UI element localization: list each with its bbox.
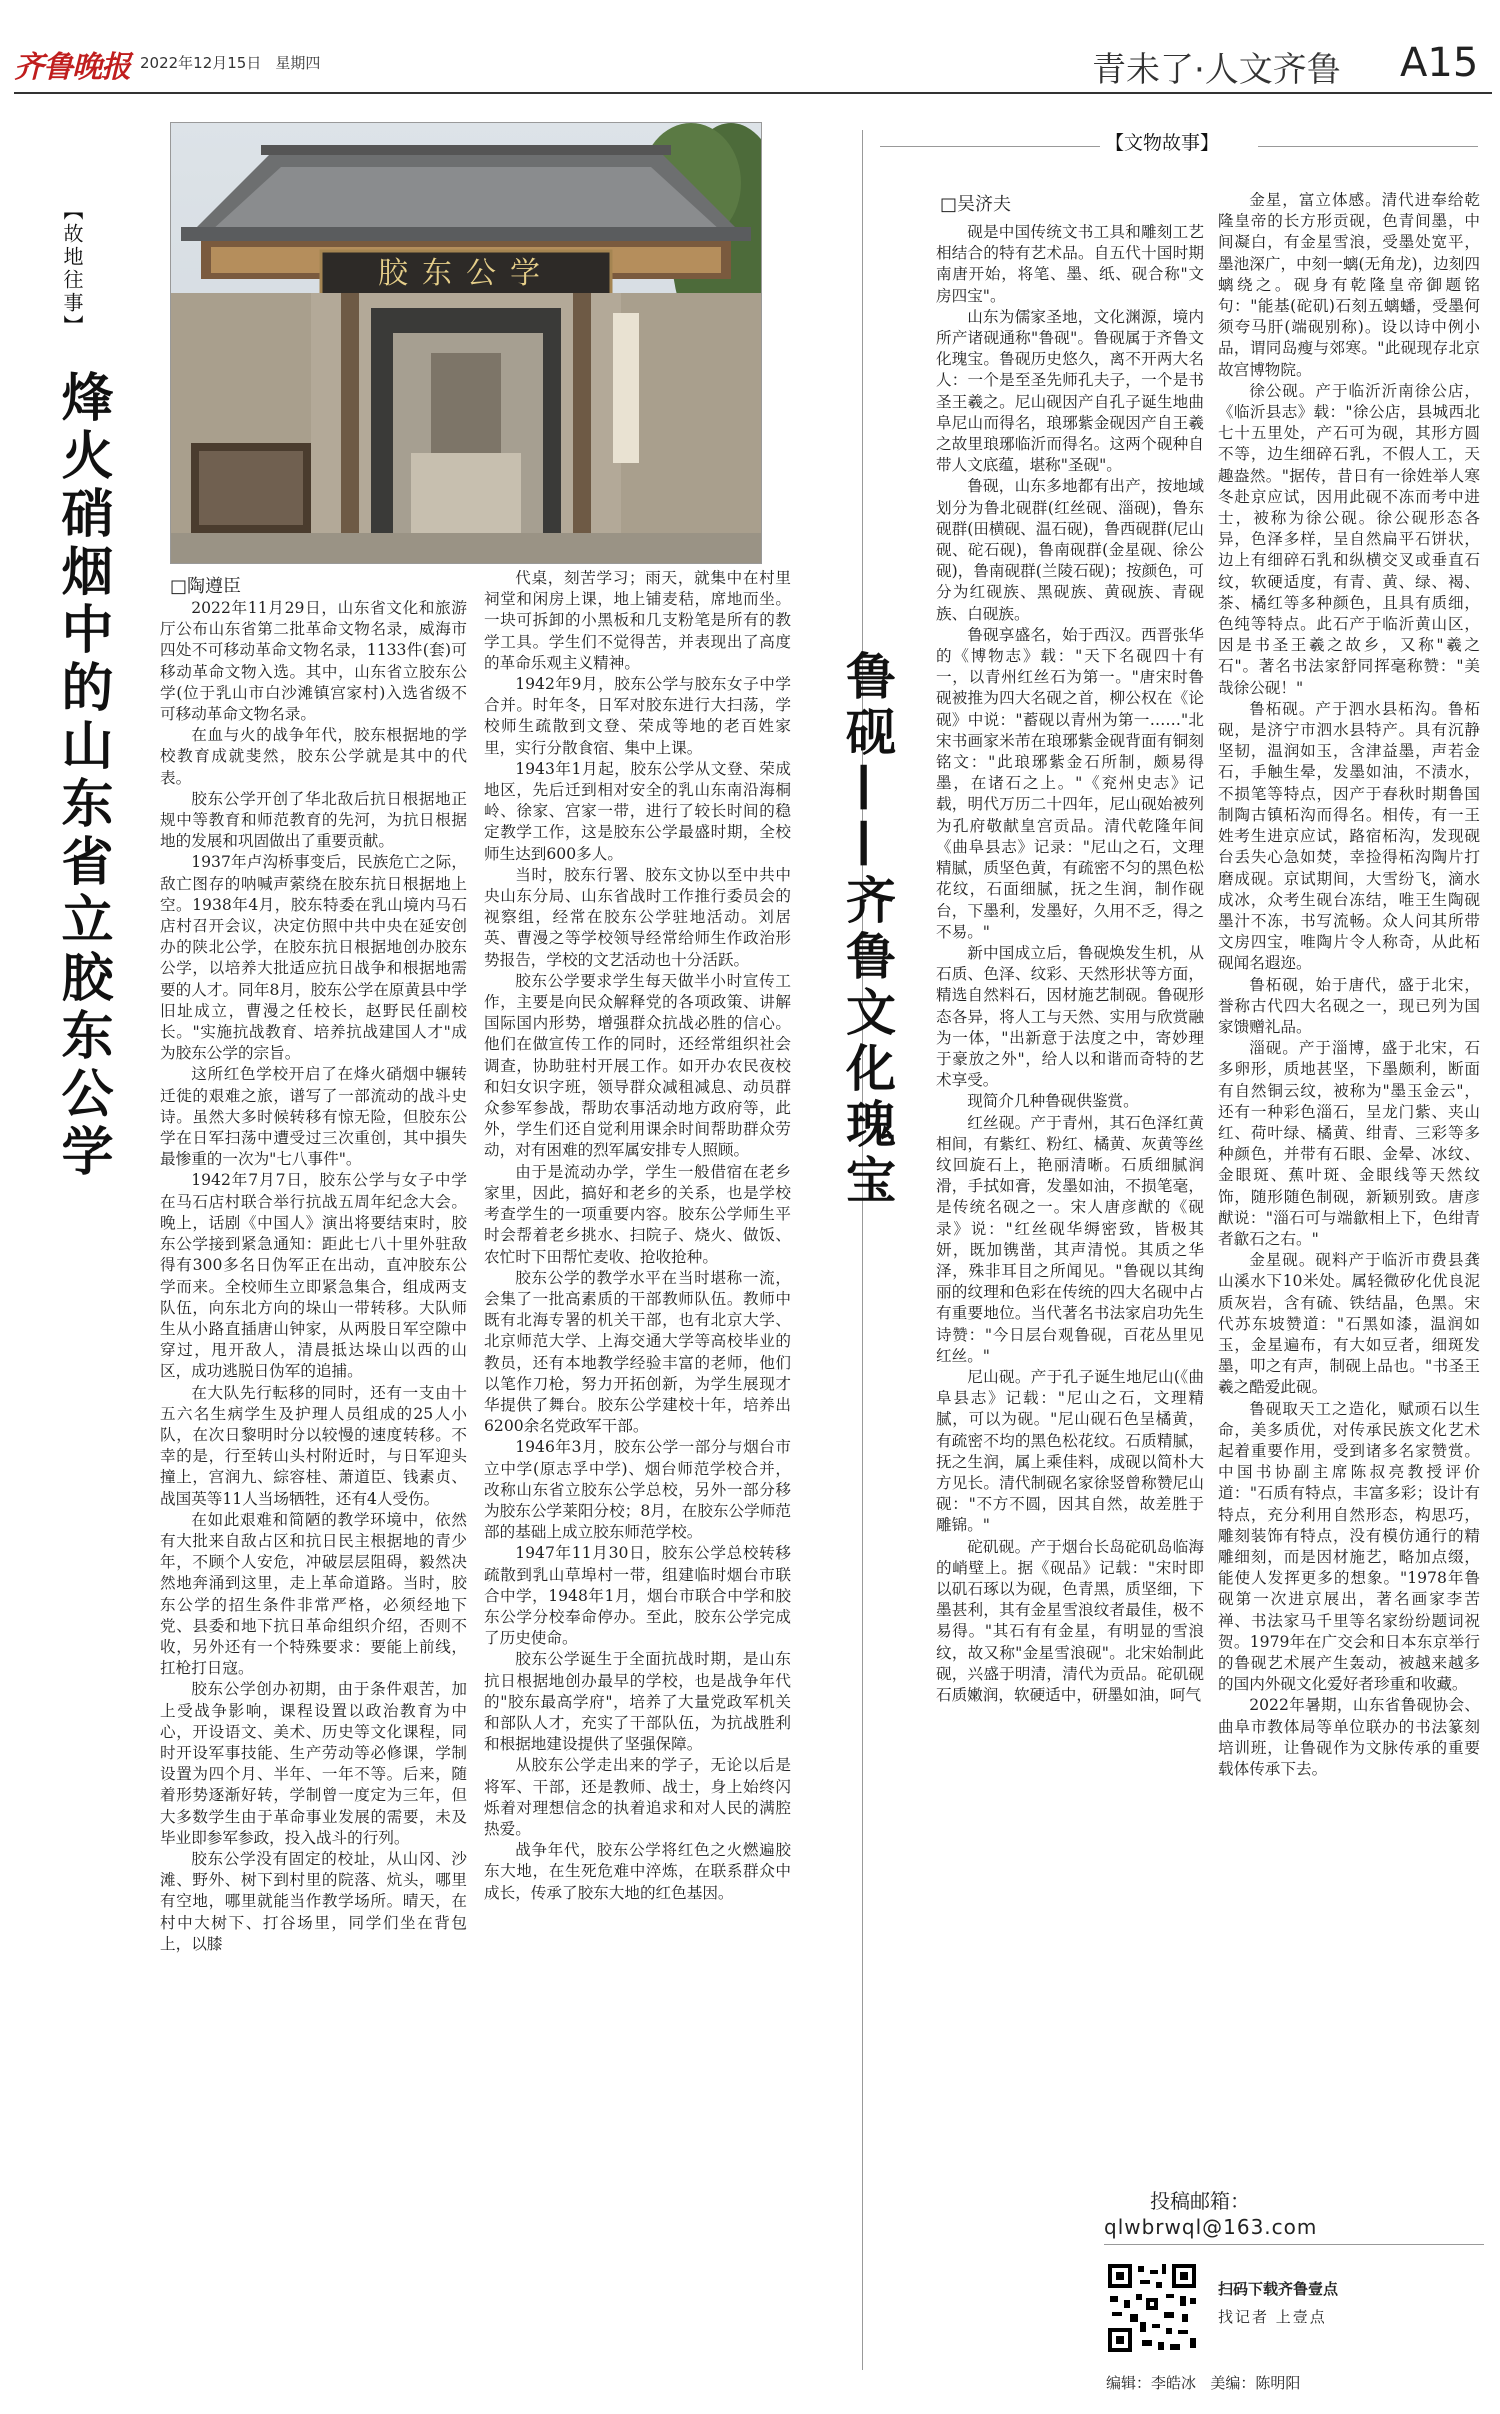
paragraph: 战争年代，胶东公学将红色之火燃遍胶东大地，在生死危难中淬炼，在联系群众中成长，传承了胶东大地的红色基因。: [484, 1841, 791, 1902]
paragraph: 这所红色学校开启了在烽火硝烟中辗转迁徙的艰难之旅，谱写了一部流动的战斗史诗。虽然大多时候转移有惊无险，但胶东公学在日军扫荡中遭受过三次重创，其中損失最惨重的一次为"七八事件"。: [160, 1065, 467, 1169]
headline-left: 烽火硝烟中的山东省立胶东公学: [52, 370, 112, 1182]
paragraph: 尼山砚。产于孔子诞生地尼山(《曲阜县志》记载："尼山之石，文理精腻，可以为砚。"尼山砚石色呈橘黄，有疏密不均的黑色松花纹。石质精腻，抚之生润，属上乘佳料，成砚以简朴大方见长。清代制砚名家徐竖曾称赞尼山砚："不方不圆，因其自然，故差胜于雕锦。": [936, 1367, 1204, 1535]
paragraph: 红丝砚。产于青州，其石色泽红黄相间，有紫红、粉红、橘黄、灰黄等丝纹回旋石上，艳丽清晰。石质细腻润滑，手拭如膏，发墨如油，不损笔毫，是传统名砚之一。宋人唐彦猷的《砚录》说："红丝砚华缛密致，皆极其妍，既加镌凿，其声清悦。其质之华泽，殊非耳目之所闻见。"鲁砚以其绚丽的纹理和色彩在传统的四大名砚中占有重要地位。当代著名书法家启功先生诗赞："今日层台观鲁砚，百花丛里见红丝。": [936, 1113, 1204, 1365]
paragraph: 1947年11月30日，胶东公学总校转移疏散到乳山草埠村一带，组建临时烟台市联合中学，1948年1月，烟台市联合中学和胶东公学分校奉命停办。至此，胶东公学完成了历史使命。: [484, 1544, 791, 1648]
article-column-2: [484, 568, 791, 2398]
weekday-text: 星期四: [275, 54, 321, 72]
issue-date: [140, 52, 334, 73]
paragraph: 胶东公学开创了华北敌后抗日根据地正规中等教育和师范教育的先河，为抗日根据地的发展和巩固做出了重要贡献。: [160, 789, 467, 851]
date-text: 2022年12月15日: [140, 54, 262, 72]
paragraph: 在血与火的战争年代，胶东根据地的学校教育成就斐然，胶东公学就是其中的代表。: [160, 726, 467, 787]
paragraph: 鲁砚，山东多地都有出产，按地域划分为鲁北砚群(红丝砚、淄砚)，鲁东砚群(田横砚、温石砚)，鲁西砚群(尼山砚、砣石砚)，鲁南砚群(金星砚、徐公砚)，鲁南砚群(兰陵石砚)；按颜色，可分为红砚族、黑砚族、黄砚族、青砚族、白砚族。: [936, 477, 1204, 623]
school-gate-photo: [170, 122, 762, 564]
paragraph: 由于是流动办学，学生一般借宿在老乡家里，因此，搞好和老乡的关系，也是学校考查学生的一项重要内容。胶东公学师生平时会帮着老乡挑水、扫院子、烧火、做饭、农忙时下田帮忙麦收、抢收抢种。: [484, 1162, 791, 1266]
byline-right: □吴济夫: [940, 194, 1012, 215]
paragraph: 淄砚。产于淄博，盛于北宋，石多卵形，质地甚坚，下墨颇利，断面有自然铜云纹，被称为"墨玉金云"，还有一种彩色淄石，呈龙门紫、夹山红、荷叶绿、橘黄、绀青、三彩等多种颜色，并带有石眼、金晕、冰纹、金眼斑、蕉叶斑、金眼线等天然纹饰，随形随色制砚，新颖别致。唐彦猷说："淄石可与端歙相上下，色绀青者歙石之右。": [1218, 1039, 1480, 1248]
paragraph: 砚是中国传统文书工具和雕刻工艺相结合的特有艺术品。自五代十国时期南唐开始，将笔、墨、纸、砚合称"文房四宝"。: [936, 223, 1204, 305]
paragraph: 1946年3月，胶东公学一部分与烟台市立中学(原志孚中学)、烟台师范学校合并，改称山东省立胶东公学总校，另外一部分移为胶东公学莱阳分校；8月，在胶东公学师范部的基础上成立胶东师范学校。: [484, 1438, 791, 1542]
article-column-1: [160, 598, 467, 2398]
paragraph: 鲁柘砚。产于泗水县柘沟。鲁柘砚，是济宁市泗水县特产。具有沉静坚韧，温润如玉，含津益墨，声若金石，手触生晕，发墨如油，不渍水，不损笔等特点，因产于春秋时期鲁国制陶古镇柘沟而得名。相传，有一王姓考生进京应试，路宿柘沟，发现砚台丢失心急如焚，幸捡得柘沟陶片打磨成砚。京试期间，大雪纷飞，滴水成冰，众考生砚台冻结，唯王生陶砚墨汁不冻，书写流畅。众人问其所带文房四宝，唯陶片令人称奇，从此柘砚闻名遐迩。: [1218, 699, 1480, 973]
headline-right: 鲁砚——齐鲁文化瑰宝: [838, 650, 896, 1210]
app-download-subtitle: 找记者 上壹点: [1218, 2308, 1327, 2326]
paragraph: 2022年暑期，山东省鲁砚协会、曲阜市教体局等单位联办的书法篆刻培训班，让鲁砚作为文脉传承的重要载体传承下去。: [1218, 1696, 1480, 1779]
paragraph: 1943年1月起，胶东公学从文登、荣成地区，先后迁到相对安全的乳山东南沿海桐岭、徐家、宫家一带，进行了较长时间的稳定教学工作，这是胶东公学最盛时期，全校师生达到600多人。: [484, 759, 791, 863]
paragraph: 山东为儒家圣地，文化渊源，境内所产诸砚通称"鲁砚"。鲁砚属于齐鲁文化瑰宝。鲁砚历史悠久，离不开两大名人：一个是至圣先师孔夫子，一个是书圣王羲之。尼山砚因产自孔子诞生地曲阜尼山而得名，琅琊紫金砚因产自王羲之故里琅琊临沂而得名。这两个砚种自带人文底蕴，堪称"圣砚"。: [936, 307, 1204, 475]
paragraph: 徐公砚。产于临沂沂南徐公店，《临沂县志》载："徐公店，县城西北七十五里处，产石可为砚，其形方圆不等，边生细碎石乳，不假人工，天趣盎然。"据传，昔日有一徐姓举人寒冬赴京应试，因用此砚不冻而考中进士，被称为徐公砚。徐公砚形态各异，色泽多样，呈自然扁平石饼状，边上有细碎石乳和纵横交叉或垂直石纹，软硬适度，有青、黄、绿、褐、茶、橘红等多种颜色，且具有质细，色纯等特点。此石产于临沂黄山区，因是书圣王羲之故乡，又称"羲之石"。著名书法家舒同挥毫称赞："美哉徐公砚！": [1218, 381, 1480, 697]
paragraph: 鲁砚取天工之造化，赋顽石以生命，美多质优，对传承民族文化艺术起着重要作用，受到诸多名家赞赏。中国书协副主席陈叔亮教授评价道："石质有特点，丰富多彩；设计有特点，充分利用自然形态，构思巧，雕刻装饰有特点，没有模仿通行的精雕细刻，而是因材施艺，略加点缀，能使人发挥更多的想象。"1978年鲁砚第一次进京展出，著名画家李苦禅、书法家马千里等名家纷纷题词祝贺。1979年在广交会和日本东京举行的鲁砚艺术展产生轰动，被越来越多的国内外砚文化爱好者珍重和收藏。: [1218, 1399, 1480, 1694]
column-tag-left: 【故地往事】: [60, 200, 84, 338]
paragraph: 新中国成立后，鲁砚焕发生机，从石质、色泽、纹彩、天然形状等方面，精选自然料石，因材施艺制砚。鲁砚形态各异，将人工与天然、实用与欣赏融为一体，"出新意于法度之中，寄妙理于豪放之外"，给人以和谐而奇特的艺术享受。: [936, 943, 1204, 1090]
page-number: A15: [1400, 40, 1479, 86]
paragraph: 1942年9月，胶东公学与胶东女子中学合并。时年冬，日军对胶东进行大扫荡，学校师生疏散到文登、荣成等地的老百姓家里，实行分散食宿、集中上课。: [484, 675, 791, 757]
paragraph: 金星砚。砚料产于临沂市费县龚山溪水下10米处。属轻微矽化优良泥质灰岩，含有硫、铁结晶，色黑。宋代苏东坡赞道："石黑如漆，温润如玉，金星遍布，有大如豆者，细斑发墨，叩之有声，制砚上品也。"书圣王羲之酷爱此砚。: [1218, 1251, 1480, 1397]
article-column-4: [1218, 190, 1480, 1860]
paragraph: 代桌，刻苦学习；雨天，就集中在村里祠堂和闲房上课，地上铺麦秸，席地而坐。一块可拆卸的小黑板和几支粉笔是所有的教学工具。学生们不觉得苦，并表现出了高度的革命乐观主义精神。: [484, 569, 791, 672]
paragraph: 在大队先行転移的同时，还有一支由十五六名生病学生及护理人员组成的25人小队，在次日黎明时分以较慢的速度转移。不幸的是，行至转山头村附近时，与日军迎头撞上，宫润九、綜容桂、萧道臣、钱素贞、战国英等11人当场牺牲，还有4人受伤。: [160, 1383, 467, 1508]
tag-rule-left: [880, 146, 1100, 147]
paragraph: 胶东公学没有固定的校址，从山冈、沙滩、野外、树下到村里的院落、炕头，哪里有空地，哪里就能当作教学场所。晴天，在村中大树下、打谷场里，同学们坐在背包上，以膝: [160, 1849, 467, 1953]
designer-name: 美编：陈明阳: [1210, 2374, 1301, 2392]
article-column-3: [936, 222, 1204, 2062]
masthead-logo: 齐鲁晚报: [14, 50, 130, 85]
editor-name: 编辑：李皓冰: [1106, 2374, 1197, 2392]
column-tag-right: 【文物故事】: [1105, 132, 1220, 154]
contribute-label: 投稿邮箱：: [1150, 2189, 1250, 2213]
footer-rule: [1104, 2244, 1484, 2245]
paragraph: 1937年卢沟桥事变后，民族危亡之际，敌亡图存的呐喊声萦绕在胶东抗日根据地上空。1938年4月，胶东特委在乳山境内马石店村召开会议，决定仿照中共中央在延安创办的陕北公学，在胶东抗日根据地创办胶东公学，以培养大批适应抗日战争和根据地需要的人才。同年8月，胶东公学在原黄县中学旧址成立，曹漫之任校长，赵野民任副校长。"实施抗战教育、培养抗战建国人才"成为胶东公学的宗旨。: [160, 853, 467, 1063]
paragraph: 鲁砚享盛名，始于西汉。西晋张华的《博物志》载："天下名砚四十有一，以青州红丝石为第一。"唐宋时鲁砚被推为四大名砚之首，柳公权在《论砚》中说："蓄砚以青州为第一……"北宋书画家米芾在琅琊紫金砚背面有铜刻铭文："此琅琊紫金石所制，颇易得墨，在诸石之上。"《兖州史志》记载，明代万历二十四年，尼山砚始被列为孔府敬献皇宫贡品。清代乾隆年间《曲阜县志》记录："尼山之石，文理精腻，质坚色黄，有疏密不匀的黑色松花纹，石面细腻，抚之生润，制作砚台，下墨利，发墨好，久用不乏，得之不易。": [936, 625, 1204, 941]
section-title: 青未了·人文齐鲁: [1092, 50, 1341, 90]
paragraph: 胶东公学创办初期，由于条件艰苦，加上受战争影响，课程设置以政治教育为中心，开设语文、美术、历史等文化课程，同时开设军事技能、生产劳动等必修课，学制设置为四个月、半年、一年不等。后来，随着形势逐渐好转，学制曾一度定为三年，但大多数学生由于革命事业发展的需要，未及毕业即参军参政，投入战斗的行列。: [160, 1680, 467, 1847]
paragraph: 砣矶砚。产于烟台长岛砣矶岛临海的峭壁上。据《砚品》记载："宋时即以矶石琢以为砚，色青黑，质坚细，下墨甚利，其有金星雪浪纹者最佳，极不易得。"其石有有金星，有明显的雪浪纹，故又称"金星雪浪砚"。北宋始制此砚，兴盛于明清，清代为贡品。砣矶砚石质嫩润，软硬适中，研墨如油，呵气: [936, 1537, 1204, 1705]
header-rule: [14, 92, 1492, 94]
paragraph: 2022年11月29日，山东省文化和旅游厅公布山东省第二批革命文物名录，威海市四处不可移动革命文物名录，1133件(套)可移动革命文物入选。其中，山东省立胶东公学(位于乳山市白沙滩镇宫家村)入选省级不可移动革命文物名录。: [160, 599, 467, 724]
tag-rule-right: [1258, 146, 1478, 147]
paragraph: 胶东公学的教学水平在当时堪称一流，会集了一批高素质的干部教师队伍。教师中既有北海专署的机关干部，也有北京大学、北京师范大学、上海交通大学等高校毕业的教员，还有本地教学经验丰富的老师，他们以笔作刀枪，努力开拓创新，为学生展现才华提供了舞台。胶东公学建校十年，培养出6200余名党政军干部。: [484, 1268, 791, 1436]
paragraph: 1942年7月7日，胶东公学与女子中学在马石店村联合举行抗战五周年纪念大会。晚上，话剧《中国人》演出将要结束时，胶东公学接到紧急通知：距此七八十里外驻敌得有300多名日伪军正在出动，直冲胶东公学而来。全校师生立即紧急集合，组成两支队伍，向东北方向的垛山一带转移。大队师生从小路直插唐山钟家，从两股日军空隙中穿过，甩开敌人，清晨抵达垛山以西的山区，成功逃脱日伪军的追捕。: [160, 1171, 467, 1381]
photo-signboard-text: 胶东公学: [378, 256, 554, 291]
editor-credits: [1106, 2372, 1300, 2393]
paragraph: 现简介几种鲁砚供鉴赏。: [967, 1092, 1139, 1111]
contribute-email[interactable]: qlwbrwql@163.com: [1104, 2215, 1318, 2239]
paragraph: 当时，胶东行署、胶东文协以至中共中央山东分局、山东省战时工作推行委员会的视察组，经常在胶东公学驻地活动。刘居英、曹漫之等学校领导经常给师生作政治形势报告，学校的文艺活动也十分活跃。: [484, 865, 791, 969]
paragraph: 胶东公学诞生于全面抗战时期，是山东抗日根据地创办最早的学校，也是战争年代的"胶东最高学府"，培养了大量党政军机关和部队人才，充实了干部队伍，为抗战胜利和根据地建设提供了坚强保障。: [484, 1650, 791, 1754]
paragraph: 鲁柘砚，始于唐代，盛于北宋，誉称古代四大名砚之一，现已列为国家馈赠礼品。: [1218, 975, 1480, 1036]
paragraph: 金星，富立体感。清代进奉给乾隆皇帝的长方形贡砚，色青间墨，中间凝白，有金星雪浪，受墨处宽平，墨池深广，中刻一螭(无角龙)，边刻四螭绕之。砚身有乾隆皇帝御题铭句："能基(砣矶)石刻五螭蟠，受墨何须夸马肝(端砚别称)。设以诗中例小品，谓同岛瘦与郊寒。"此砚现存北京故宫博物院。: [1218, 191, 1480, 379]
paragraph: 在如此艰难和简陋的教学环境中，依然有大批来自敌占区和抗日民主根据地的青少年，不顾个人安危，冲破层层阻碍，毅然决然地奔涌到这里，走上革命道路。当时，胶东公学的招生条件非常严格，必须经地下党、县委和地下抗日革命组织介绍，否则不收，另外还有一个特殊要求：要能上前线，扛枪打日寇。: [160, 1510, 467, 1678]
byline-left: □陶遵臣: [170, 576, 242, 597]
paragraph: 胶东公学要求学生每天做半小时宣传工作，主要是向民众解释党的各项政策、讲解国际国内形势，增强群众抗战必胜的信心。他们在做宣传工作的同时，还经常组织社会调查，协助驻村开展工作。如开办农民夜校和妇女识字班，领导群众减租减息、动员群众参军参战，帮助农事活动地方政府等，此外，学生们还自觉利用课余时间帮助群众劳动，对有困难的烈军属安排专人照顾。: [484, 971, 791, 1160]
app-download-title: 扫码下载齐鲁壹点: [1218, 2280, 1339, 2298]
paragraph: 从胶东公学走出来的学子，无论以后是将军、干部，还是教师、战士，身上始终闪烁着对理想信念的执着追求和对人民的满腔热爱。: [484, 1756, 791, 1838]
qr-code-icon[interactable]: [1106, 2262, 1198, 2354]
